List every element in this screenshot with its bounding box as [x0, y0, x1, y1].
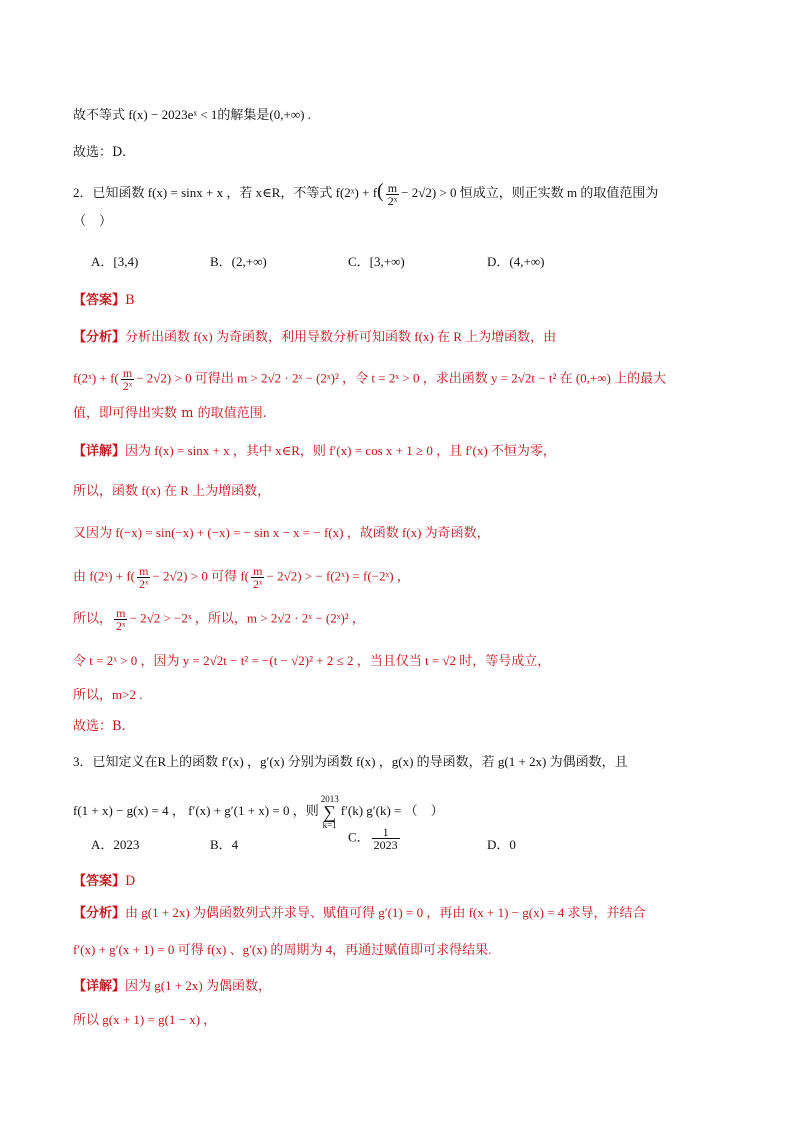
q2-option-c: C．[3,+∞) [348, 254, 405, 269]
q3-option-a: A．2023 [91, 837, 140, 852]
q3-answer [73, 872, 734, 892]
q3-option-d: D．0 [487, 837, 516, 852]
analysis-text: 分析出函数 f(x) 为奇函数，利用导数分析可知函数 f(x) 在 R 上为增函数，由 [125, 329, 557, 344]
detail-text: 因为 f(x) = sinx + x ，其中 x∈R，则 f′(x) = cos x + 1 ≥ 0 ，且 f′(x) 不恒为零， [125, 443, 556, 458]
option-c-label: C． [348, 829, 370, 845]
question-3-stem-2 [73, 794, 734, 830]
analysis-text: 由 g(1 + 2x) 为偶函数列式并求导、赋值可得 g′(1) = 0 ，再由 f(x + 1) − g(x) = 4 求导，并结合 [125, 905, 646, 920]
detail-4c: − 2√2) > − f(2ˣ) = f(−2ˣ) ， [266, 568, 410, 584]
q2-detail-6: 令 t = 2ˣ > 0 ，因为 y = 2√2t − t² = −(t − √2)² + 2 ≤ 2 ，当且仅当 t = √2 时，等号成立， [73, 653, 551, 668]
frac-den: 2ˣ [116, 619, 126, 633]
q3-option-b: B．4 [210, 837, 239, 852]
q2-frac-num: m [386, 182, 399, 195]
frac-num: 1 [372, 826, 400, 839]
frac-den: 2ˣ [122, 379, 133, 393]
q2-answer [73, 291, 734, 311]
q3-detail-2: 所以 g(x + 1) = g(1 − x) ， [73, 1012, 217, 1027]
q3-detail-1 [73, 976, 734, 996]
question-2-stem: 2．已知函数 f(x) = sinx + x ，若 x∈R，不等式 f(2ˣ) + f( $\frac{m}{\text{2ˣ}}$ − 2√2) > 0 恒成立，则正实数 m 的取值范围为 [73, 180, 659, 208]
q2-analysis-2 [73, 367, 734, 392]
q3-analysis-2: f′(x) + g′(x + 1) = 0 可得 f(x) 、g′(x) 的周期为 4，再通过赋值即可求得结果. [73, 942, 492, 957]
sum-lower: k=1 [322, 820, 337, 830]
analysis-2b: − 2√2) > 0 可得出 m > 2√2 · 2ˣ − (2ˣ)² ，令 t = 2ˣ > 0 ，求出函数 y = 2√2t − t² 在 (0,+∞) 上的最大 [136, 370, 667, 386]
q2-analysis-1 [73, 327, 734, 347]
inequality-solution-line: 故不等式 f(x) − 2023eˣ < 1的解集是(0,+∞) . [73, 107, 311, 122]
frac-num: m [251, 565, 264, 578]
detail-5a: 所以， [73, 610, 113, 626]
q2-fraction [386, 182, 399, 207]
analysis-2a: f(2ˣ) + f( [73, 370, 119, 386]
q2-option-d: D．(4,+∞) [487, 254, 545, 269]
detail-tag: 【详解】 [73, 978, 126, 993]
detail-4a: 由 f(2ˣ) + f( [73, 568, 135, 584]
q3-analysis-1 [73, 903, 734, 923]
q3-option-c [348, 826, 402, 851]
analysis-tag: 【分析】 [73, 905, 126, 920]
q2-frac-den: 2ˣ [387, 193, 398, 208]
frac-num: m [137, 565, 150, 578]
detail-4-fraction-1 [137, 565, 150, 590]
q2-detail-4 [73, 565, 734, 590]
q3-stem-a: f(1 + x) − g(x) = 4 ， f′(x) + g′(1 + x) = 0 ，则 [73, 802, 319, 818]
answer-value: D [125, 874, 136, 889]
detail-4-fraction-2 [251, 565, 264, 590]
frac-num: m [121, 367, 134, 380]
q2-stem-b: − 2√2) > 0 恒成立，则正实数 m 的取值范围为 [401, 185, 659, 200]
detail-5-fraction [114, 607, 127, 632]
summation-symbol: 2013 ∑ k=1 [320, 794, 339, 830]
q2-stem-a: 2．已知函数 f(x) = sinx + x ，若 x∈R，不等式 f(2ˣ) + f [73, 185, 378, 200]
q2-detail-2: 所以，函数 f(x) 在 R 上为增函数， [73, 483, 271, 498]
q2-option-a: A．[3,4) [91, 254, 139, 269]
option-c-fraction [372, 826, 400, 851]
q2-detail-5 [73, 607, 734, 632]
question-3-stem-1: 3．已知定义在R上的函数 f′(x) ，g′(x) 分别为函数 f(x) ，g(x) 的导函数，若 g(1 + 2x) 为偶函数，且 [73, 754, 628, 769]
detail-5b: − 2√2 > −2ˣ ，所以，m > 2√2 · 2ˣ − (2ˣ)² ， [129, 610, 365, 626]
q2-analysis-3: 值，即可得出实数 m 的取值范围. [73, 406, 267, 421]
q2-detail-8: 故选：B. [73, 719, 126, 734]
q2-detail-1 [73, 441, 734, 461]
q2-option-b: B．(2,+∞) [210, 254, 267, 269]
frac-den: 2023 [373, 838, 398, 852]
answer-value: B [125, 293, 135, 308]
frac-num: m [114, 607, 127, 620]
frac-den: 2ˣ [139, 577, 149, 591]
frac-den: 2ˣ [253, 577, 263, 591]
q2-detail-7: 所以，m>2 . [73, 687, 143, 702]
question-2-paren: （ ） [73, 214, 113, 229]
detail-text: 因为 g(1 + 2x) 为偶函数， [125, 978, 272, 993]
answer-tag: 【答案】 [73, 293, 126, 308]
answer-tag: 【答案】 [73, 874, 126, 889]
q3-stem-b: f′(k) g′(k) = （ ） [340, 802, 444, 818]
q2-detail-3: 又因为 f(−x) = sin(−x) + (−x) = − sin x − x = − f(x) ，故函数 f(x) 为奇函数， [73, 525, 490, 540]
choice-line: 故选：D. [73, 145, 127, 160]
detail-tag: 【详解】 [73, 443, 126, 458]
detail-4b: − 2√2) > 0 可得 f( [152, 568, 250, 584]
analysis-tag: 【分析】 [73, 329, 126, 344]
sum-upper: 2013 [320, 794, 339, 804]
q2-analysis-fraction [121, 367, 134, 392]
